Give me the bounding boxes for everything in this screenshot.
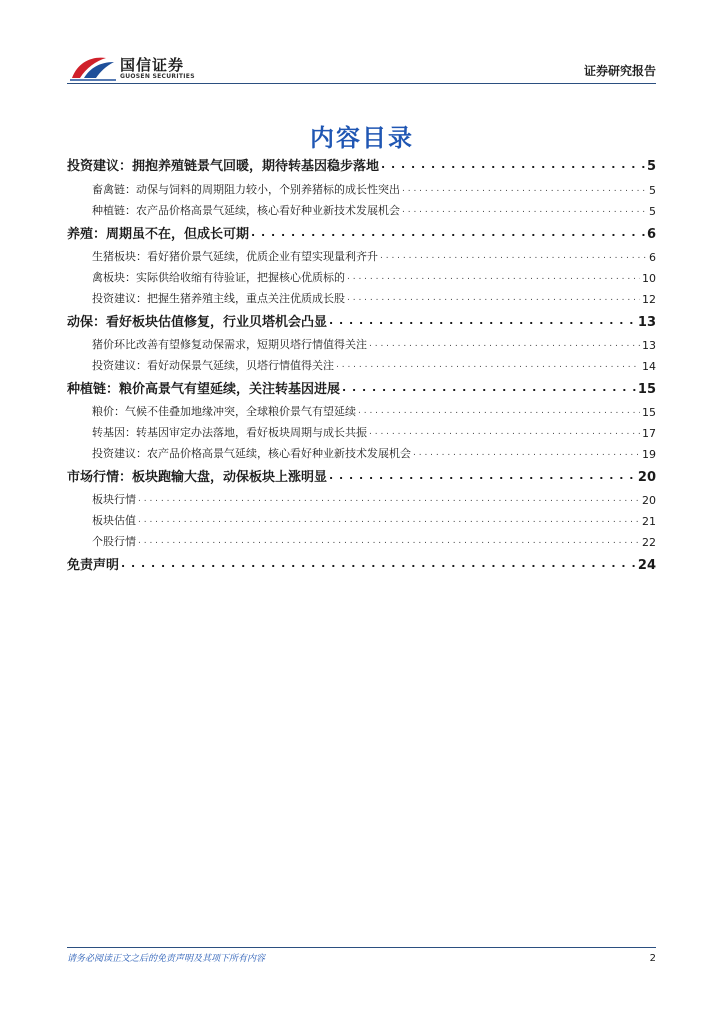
- toc-leader-dots: [138, 513, 640, 528]
- toc-entry-page: 20: [642, 494, 656, 507]
- toc-entry-page: 5: [646, 159, 656, 174]
- footer-divider: [67, 947, 656, 948]
- toc-entry-page: 15: [642, 406, 656, 419]
- report-type-label: 证券研究报告: [583, 64, 656, 78]
- toc-entry-page: 13: [642, 339, 656, 352]
- toc-entry-page: 5: [649, 205, 656, 218]
- toc-leader-dots: [358, 404, 640, 419]
- toc-entry-text: 转基因：转基因审定办法落地，看好板块周期与成长共振: [92, 426, 367, 439]
- toc-entry-level2[interactable]: [92, 485, 656, 507]
- toc-entry-text: 种植链：粮价高景气有望延续，关注转基因进展: [67, 382, 341, 397]
- toc-entry-page: 17: [642, 427, 656, 440]
- toc-entry-page: 20: [637, 470, 656, 485]
- toc-entry-level2[interactable]: [92, 175, 656, 197]
- toc-entry-level1[interactable]: [67, 551, 656, 573]
- toc-entry-text: 种植链：农产品价格高景气延续，核心看好种业新技术发展机会: [92, 204, 400, 217]
- toc-leader-dots: [138, 492, 640, 507]
- toc-entry-text: 畜禽链：动保与饲料的周期阻力较小，个别养猪标的成长性突出: [92, 183, 400, 196]
- guosen-logo-icon: [70, 52, 118, 82]
- toc-entry-level1[interactable]: [67, 220, 656, 242]
- toc-entry-text: 粮价：气候不佳叠加地缘冲突，全球粮价景气有望延续: [92, 405, 356, 418]
- toc-entry-level1[interactable]: [67, 375, 656, 397]
- toc-entry-text: 投资建议：农产品价格高景气延续，核心看好种业新技术发展机会: [92, 447, 411, 460]
- toc-leader-dots: [342, 379, 636, 397]
- toc-entry-page: 10: [642, 272, 656, 285]
- toc-entry-page: 14: [642, 360, 656, 373]
- toc-entry-level2[interactable]: [92, 439, 656, 461]
- toc-entry-text: 免责声明: [67, 558, 120, 573]
- toc-leader-dots: [369, 425, 640, 440]
- toc-entry-level1[interactable]: [67, 308, 656, 330]
- toc-entry-text: 板块行情: [92, 493, 136, 506]
- footer-disclaimer: 请务必阅读正文之后的免责声明及其项下所有内容: [67, 954, 266, 964]
- toc-entry-level2[interactable]: [92, 330, 656, 352]
- toc-entry-text: 猪价环比改善有望修复动保需求，短期贝塔行情值得关注: [92, 338, 367, 351]
- toc-leader-dots: [347, 270, 640, 285]
- toc-entry-level2[interactable]: [92, 527, 656, 549]
- toc-entry-level2[interactable]: [92, 418, 656, 440]
- toc-entry-text: 投资建议：拥抱养殖链景气回暖，期待转基因稳步落地: [67, 159, 380, 174]
- toc-entry-level2[interactable]: [92, 263, 656, 285]
- toc-entry-page: 19: [642, 448, 656, 461]
- toc-entry-text: 养殖：周期虽不在，但成长可期: [67, 227, 250, 242]
- toc-entry-text: 个股行情: [92, 535, 136, 548]
- header-divider: [67, 83, 656, 84]
- toc-entry-text: 板块估值: [92, 514, 136, 527]
- toc-entry-level2[interactable]: [92, 196, 656, 218]
- toc-leader-dots: [402, 203, 647, 218]
- toc-entry-page: 5: [649, 184, 656, 197]
- toc-entry-page: 6: [646, 227, 656, 242]
- logo-chinese-name: 国信证券: [120, 56, 185, 74]
- toc-entry-level1[interactable]: [67, 463, 656, 485]
- toc-leader-dots: [402, 182, 647, 197]
- guosen-logo: [70, 52, 210, 84]
- toc-entry-page: 15: [637, 382, 656, 397]
- toc-entry-page: 6: [649, 251, 656, 264]
- toc-entry-text: 市场行情：板块跑输大盘，动保板块上涨明显: [67, 470, 328, 485]
- page-header: [0, 0, 724, 90]
- toc-leader-dots: [336, 358, 640, 373]
- toc-leader-dots: [329, 312, 636, 330]
- page-number: 2: [649, 953, 656, 964]
- toc-entry-text: 投资建议：把握生猪养殖主线，重点关注优质成长股: [92, 292, 345, 305]
- toc-entry-page: 24: [637, 558, 656, 573]
- toc-entry-page: 22: [642, 536, 656, 549]
- toc-entry-page: 12: [642, 293, 656, 306]
- toc-leader-dots: [380, 249, 647, 264]
- toc-entry-text: 禽板块：实际供给收缩有待验证，把握核心优质标的: [92, 271, 345, 284]
- toc-entry-level2[interactable]: [92, 284, 656, 306]
- toc-leader-dots: [251, 224, 645, 242]
- toc-leader-dots: [329, 467, 636, 485]
- toc-leader-dots: [347, 291, 640, 306]
- toc-title: 内容目录: [310, 124, 414, 152]
- toc-entry-page: 21: [642, 515, 656, 528]
- logo-english-name: GUOSEN SECURITIES: [120, 73, 195, 80]
- toc-entry-level1[interactable]: [67, 152, 656, 174]
- toc-entry-text: 生猪板块：看好猪价景气延续，优质企业有望实现量利齐升: [92, 250, 378, 263]
- toc-entry-text: 投资建议：看好动保景气延续，贝塔行情值得关注: [92, 359, 334, 372]
- toc-entry-text: 动保：看好板块估值修复，行业贝塔机会凸显: [67, 315, 328, 330]
- toc-entry-level2[interactable]: [92, 242, 656, 264]
- toc-leader-dots: [121, 555, 636, 573]
- toc-leader-dots: [381, 156, 645, 174]
- toc-leader-dots: [369, 337, 640, 352]
- toc-entry-level2[interactable]: [92, 397, 656, 419]
- toc-entry-page: 13: [637, 315, 656, 330]
- toc-leader-dots: [413, 446, 640, 461]
- toc-entry-level2[interactable]: [92, 506, 656, 528]
- toc-leader-dots: [138, 534, 640, 549]
- toc-entry-level2[interactable]: [92, 351, 656, 373]
